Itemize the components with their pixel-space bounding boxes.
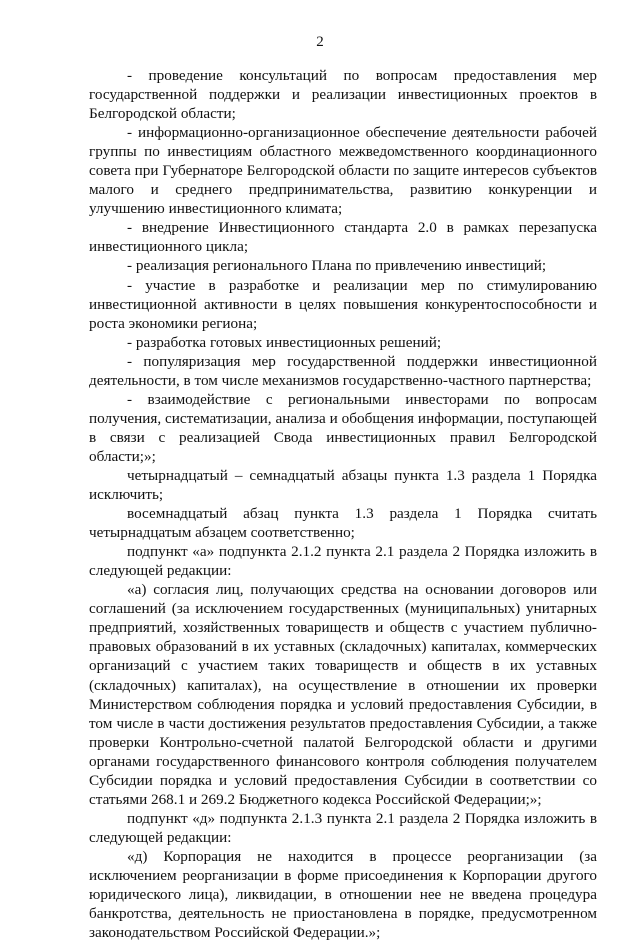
- paragraph: - разработка готовых инвестиционных решений;: [127, 333, 442, 351]
- paragraph: четырнадцатый – семнадцатый абзацы пункта 1.3 раздела 1 Порядка исключить;: [89, 466, 597, 504]
- paragraph: - участие в разработке и реализации мер по стимулированию инвестиционной активности в целях повышения конкурентоспособности и роста экономики региона;: [89, 276, 597, 332]
- page-number: 2: [316, 34, 324, 50]
- paragraph: - популяризация мер государственной поддержки инвестиционной деятельности, в том числе механизмов государственно-частного партнерства;: [89, 352, 597, 389]
- paragraph: «д) Корпорация не находится в процессе реорганизации (за исключением реорганизации в форме присоединения к Корпорации другого юридического лица), ликвидации, в отношении нее не введена процедура банкротства, деятельность не приостановлена в порядке, предусмотренном законодательством Российской Федерации.»;: [89, 847, 597, 942]
- paragraph: подпункт «а» подпункта 2.1.2 пункта 2.1 раздела 2 Порядка изложить в следующей редакции:: [89, 543, 597, 580]
- paragraph: - взаимодействие с региональными инвесторами по вопросам получения, систематизации, анализа и обобщения информации, поступающей в связи с реализацией Свода инвестиционных правил Белгородской области;»;: [89, 390, 597, 465]
- document-body: [89, 66, 597, 942]
- paragraph: подпункт «д» подпункта 2.1.3 пункта 2.1 раздела 2 Порядка изложить в следующей редакции:: [89, 809, 597, 846]
- paragraph: «а) согласия лиц, получающих средства на основании договоров или соглашений (за исключением государственных (муниципальных) унитарных предприятий, хозяйственных товариществ и обществ с участием публично-правовых образований в их уставных (складочных) капиталах, коммерческих организаций с участием таких товариществ и обществ в их уставных (складочных) капиталах), на осуществление в отношении их проверки Министерством соблюдения порядка и условий предоставления Субсидии, в том числе в части достижения результатов предоставления Субсидии, а также проверки Контрольно-счетной палатой Белгородской области и другими органами государственного финансового контроля соблюдения получателем Субсидии порядка и условий предоставления Субсидии в соответствии со статьями 268.1 и 269.2 Бюджетного кодекса Российской Федерации;»;: [89, 581, 597, 808]
- paragraph: - проведение консультаций по вопросам предоставления мер государственной поддержки и реализации инвестиционных проектов в Белгородской области;: [89, 67, 597, 123]
- paragraph: восемнадцатый абзац пункта 1.3 раздела 1 Порядка считать четырнадцатым абзацем соответственно;: [89, 505, 597, 542]
- paragraph: - реализация регионального Плана по привлечению инвестиций;: [127, 257, 547, 275]
- paragraph: - информационно-организационное обеспечение деятельности рабочей группы по инвестициям областного межведомственного координационного совета при Губернаторе Белгородской области по защите интересов субъектов малого и среднего предпринимательства, развитию конкуренции и улучшению инвестиционного климата;: [89, 124, 597, 218]
- paragraph: - внедрение Инвестиционного стандарта 2.0 в рамках перезапуска инвестиционного цикла;: [89, 219, 597, 256]
